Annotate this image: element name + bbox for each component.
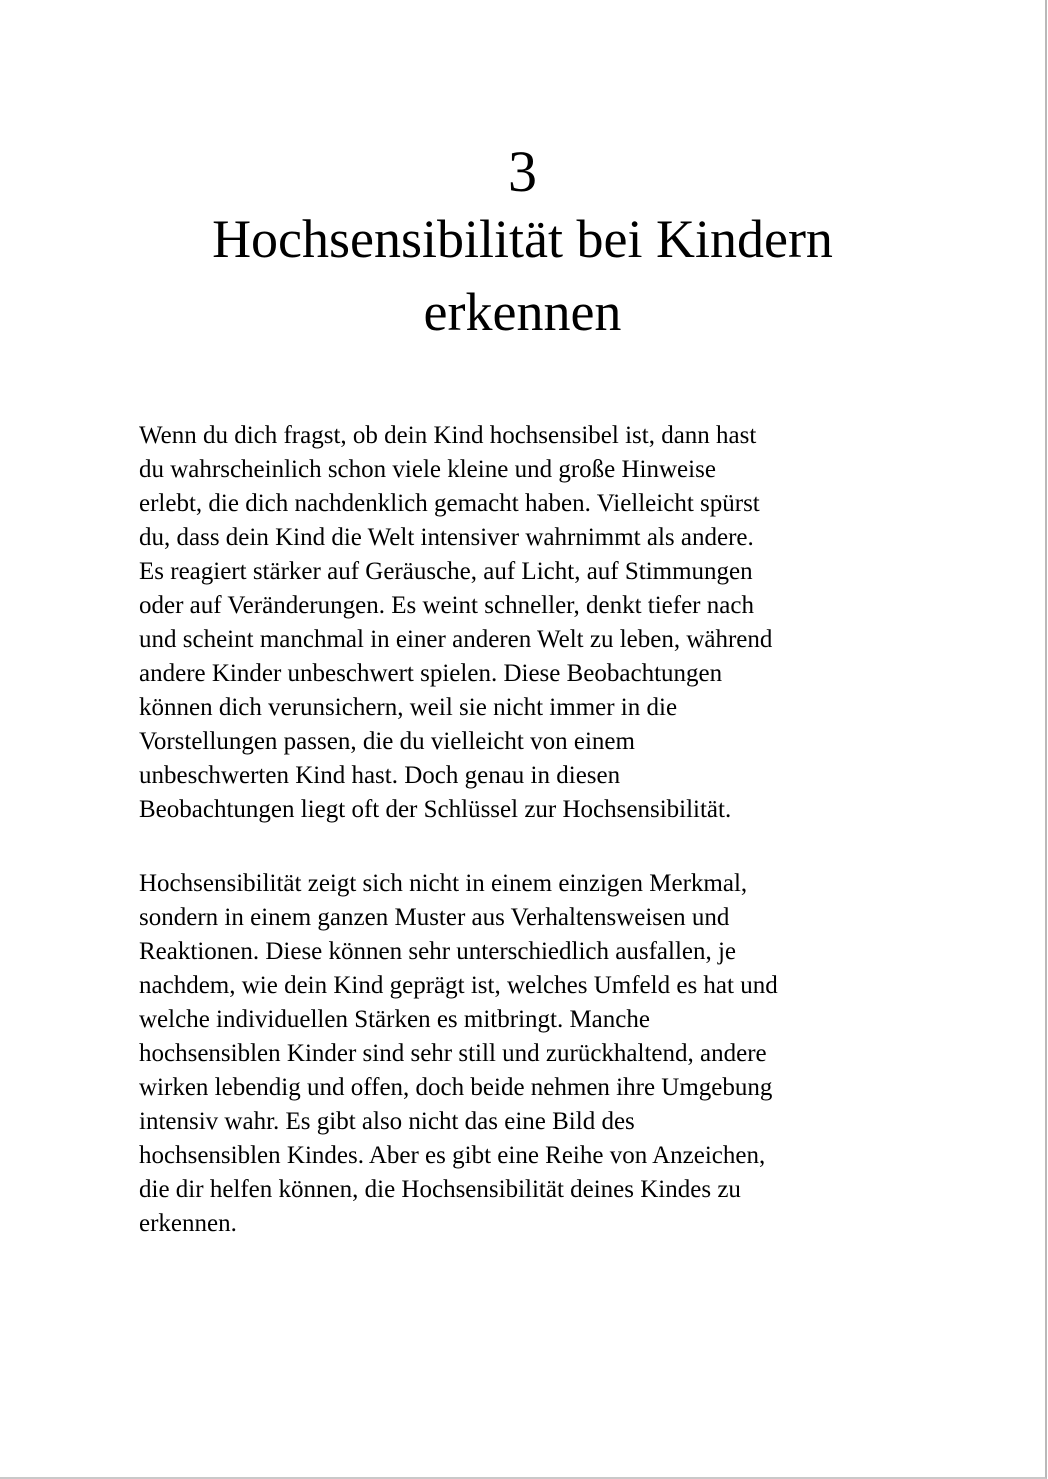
paragraph-2-line: Hochsensibilität zeigt sich nicht in einem einzigen Merkmal, [139,870,748,897]
paragraph-1-line: du wahrscheinlich schon viele kleine und große Hinweise [139,456,716,483]
paragraph-1-line: erlebt, die dich nachdenklich gemacht haben. Vielleicht spürst [139,490,760,517]
paragraph-2-line: welche individuellen Stärken es mitbringt. Manche [139,1006,650,1033]
paragraph-1 [139,419,945,827]
paragraph-1-line: können dich verunsichern, weil sie nicht immer in die [139,694,678,721]
chapter-title [0,203,1045,349]
paragraph-1-line: und scheint manchmal in einer anderen Welt zu leben, während [139,626,773,653]
paragraph-1-line: Beobachtungen liegt oft der Schlüssel zur Hochsensibilität. [139,796,732,823]
paragraph-2-line: hochsensiblen Kindes. Aber es gibt eine Reihe von Anzeichen, [139,1142,766,1169]
body-text [139,419,945,1241]
paragraph-2-line: die dir helfen können, die Hochsensibilität deines Kindes zu [139,1176,741,1203]
paragraph-2 [139,867,945,1241]
paragraph-2-line: nachdem, wie dein Kind geprägt ist, welches Umfeld es hat und [139,972,778,999]
paragraph-1-line: oder auf Veränderungen. Es weint schneller, denkt tiefer nach [139,592,754,619]
paragraph-1-line: andere Kinder unbeschwert spielen. Diese Beobachtungen [139,660,723,687]
paragraph-1-line: Vorstellungen passen, die du vielleicht von einem [139,728,635,755]
paragraph-1-line: du, dass dein Kind die Welt intensiver wahrnimmt als andere. [139,524,754,551]
paragraph-2-line: sondern in einem ganzen Muster aus Verhaltensweisen und [139,904,730,931]
paragraph-1-line: Es reagiert stärker auf Geräusche, auf Licht, auf Stimmungen [139,558,753,585]
chapter-title-line-1: Hochsensibilität bei Kindern [212,209,833,269]
paragraph-1-line: Wenn du dich fragst, ob dein Kind hochsensibel ist, dann hast [139,422,757,449]
paragraph-2-line: wirken lebendig und offen, doch beide nehmen ihre Umgebung [139,1074,773,1101]
paragraph-2-line: hochsensiblen Kinder sind sehr still und zurückhaltend, andere [139,1040,767,1067]
paragraph-2-line: Reaktionen. Diese können sehr unterschiedlich ausfallen, je [139,938,737,965]
chapter-title-line-2: erkennen [423,282,622,342]
paragraph-2-line: intensiv wahr. Es gibt also nicht das eine Bild des [139,1108,635,1135]
paragraph-1-line: unbeschwerten Kind hast. Doch genau in diesen [139,762,621,789]
chapter-number: 3 [508,139,537,204]
paragraph-2-line: erkennen. [139,1210,237,1237]
